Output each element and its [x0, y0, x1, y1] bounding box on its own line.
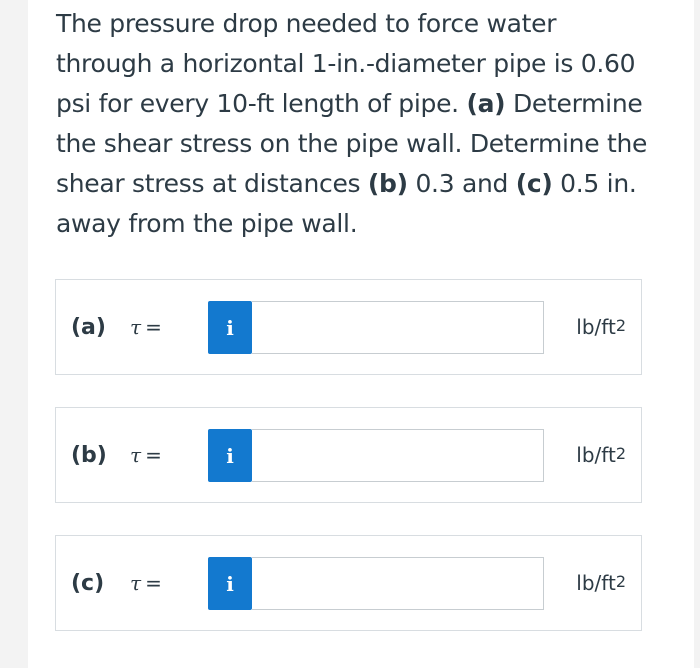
tau-equals: τ =: [130, 443, 162, 467]
answer-row-b: [55, 407, 642, 503]
info-icon[interactable]: i: [208, 557, 252, 610]
part-b-marker: (b): [367, 169, 408, 198]
answer-row-a: [55, 279, 642, 375]
answer-input-a[interactable]: [252, 301, 544, 354]
unit-label: lb/ft $^2$: [576, 315, 626, 339]
answer-label: (b): [71, 442, 107, 468]
part-a-marker: (a): [466, 89, 506, 118]
answer-input-b[interactable]: [252, 429, 544, 482]
answer-label: (a): [71, 314, 106, 340]
tau-equals: τ =: [130, 315, 162, 339]
answer-input-c[interactable]: [252, 557, 544, 610]
tau-equals: τ =: [130, 571, 162, 595]
unit-label: lb/ft $^2$: [576, 571, 626, 595]
part-c-marker: (c): [515, 169, 553, 198]
info-icon[interactable]: i: [208, 429, 252, 482]
answer-label: (c): [71, 570, 105, 596]
info-icon[interactable]: i: [208, 301, 252, 354]
question-text: The pressure drop needed to force water through a horizontal 1-in.-diameter pipe is 0.60 psi for every 10-ft length of pipe. (a) Determine the shear stress on the pipe wall. Determine the shear stress at distances (b) 0.3 and (c) 0.5 in. away from the pipe wall.: [56, 9, 648, 238]
answer-row-c: [55, 535, 642, 631]
unit-label: lb/ft $^2$: [576, 443, 626, 467]
question-card: [28, 0, 694, 668]
